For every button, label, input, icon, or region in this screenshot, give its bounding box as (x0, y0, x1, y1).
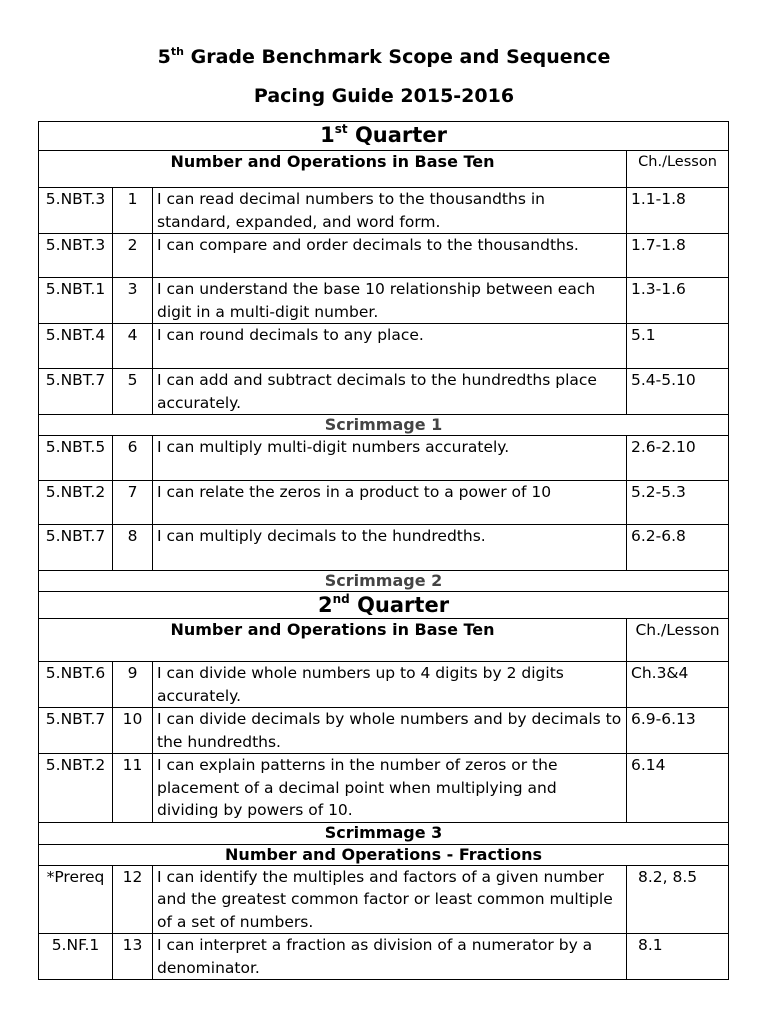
lesson-ref: 5.1 (627, 324, 729, 369)
scrimmage-row (39, 822, 729, 844)
lesson-ref: 6.14 (627, 754, 729, 823)
lesson-ref: 6.2-6.8 (627, 525, 729, 571)
row-number: 13 (113, 934, 153, 980)
learning-target: I can divide decimals by whole numbers and by decimals to the hundredths. (153, 708, 627, 754)
table-row (39, 662, 729, 708)
standard-code: 5.NBT.1 (39, 278, 113, 324)
row-number: 9 (113, 662, 153, 708)
quarter-1-header: 1st Quarter (39, 122, 729, 151)
standard-code: 5.NBT.7 (39, 708, 113, 754)
table-row (39, 865, 729, 934)
table-row (39, 481, 729, 525)
learning-target: I can multiply decimals to the hundredths. (153, 525, 627, 571)
scrimmage-label: Scrimmage 2 (39, 571, 729, 592)
standard-code: 5.NBT.2 (39, 754, 113, 823)
row-number: 1 (113, 188, 153, 234)
document-title: 5th Grade Benchmark Scope and Sequence (157, 45, 611, 68)
section-title-row (39, 844, 729, 865)
learning-target: I can relate the zeros in a product to a power of 10 (153, 481, 627, 525)
lesson-ref: 1.1-1.8 (627, 188, 729, 234)
standard-code: 5.NBT.7 (39, 525, 113, 571)
standard-code: 5.NBT.7 (39, 369, 113, 415)
row-number: 3 (113, 278, 153, 324)
row-number: 10 (113, 708, 153, 754)
lesson-ref: 1.3-1.6 (627, 278, 729, 324)
learning-target: I can understand the base 10 relationship between each digit in a multi-digit number. (153, 278, 627, 324)
row-number: 12 (113, 865, 153, 934)
table-row (39, 369, 729, 415)
row-number: 4 (113, 324, 153, 369)
learning-target: I can add and subtract decimals to the hundredths place accurately. (153, 369, 627, 415)
standard-code: 5.NBT.6 (39, 662, 113, 708)
scrimmage-label: Scrimmage 1 (39, 415, 729, 436)
lesson-ref: 6.9-6.13 (627, 708, 729, 754)
row-number: 8 (113, 525, 153, 571)
quarter-2-header: 2nd Quarter (39, 592, 729, 619)
standard-code: 5.NBT.3 (39, 188, 113, 234)
standard-code: *Prereq (39, 865, 113, 934)
scrimmage-label: Scrimmage 3 (39, 822, 729, 844)
lesson-ref: 1.7-1.8 (627, 234, 729, 278)
learning-target: I can explain patterns in the number of zeros or the placement of a decimal point when multiplying and dividing by powers of 10. (153, 754, 627, 823)
lesson-ref: 5.4-5.10 (627, 369, 729, 415)
table-row (39, 436, 729, 481)
scrimmage-row (39, 415, 729, 436)
ch-lesson-header: Ch./Lesson (627, 151, 729, 188)
section-title: Number and Operations in Base Ten (39, 619, 627, 662)
lesson-ref: 2.6-2.10 (627, 436, 729, 481)
learning-target: I can divide whole numbers up to 4 digits by 2 digits accurately. (153, 662, 627, 708)
quarter-1-section-header (39, 151, 729, 188)
row-number: 7 (113, 481, 153, 525)
table-row (39, 525, 729, 571)
table-row (39, 934, 729, 980)
table-row (39, 708, 729, 754)
learning-target: I can compare and order decimals to the thousandths. (153, 234, 627, 278)
lesson-ref: 8.2, 8.5 (627, 865, 729, 934)
scrimmage-row (39, 571, 729, 592)
document-subtitle: Pacing Guide 2015-2016 (253, 85, 515, 107)
lesson-ref: Ch.3&4 (627, 662, 729, 708)
table-row (39, 188, 729, 234)
table-row (39, 754, 729, 823)
table-row (39, 324, 729, 369)
lesson-ref: 5.2-5.3 (627, 481, 729, 525)
row-number: 11 (113, 754, 153, 823)
pacing-guide-table (38, 121, 729, 980)
section-title: Number and Operations - Fractions (39, 844, 729, 865)
lesson-ref: 8.1 (627, 934, 729, 980)
learning-target: I can identify the multiples and factors of a given number and the greatest common factor or least common multiple of a set of numbers. (153, 865, 627, 934)
table-row (39, 278, 729, 324)
standard-code: 5.NBT.3 (39, 234, 113, 278)
standard-code: 5.NBT.5 (39, 436, 113, 481)
learning-target: I can read decimal numbers to the thousandths in standard, expanded, and word form. (153, 188, 627, 234)
row-number: 5 (113, 369, 153, 415)
table-row (39, 234, 729, 278)
row-number: 6 (113, 436, 153, 481)
standard-code: 5.NF.1 (39, 934, 113, 980)
ch-lesson-header: Ch./Lesson (627, 619, 729, 662)
learning-target: I can interpret a fraction as division of a numerator by a denominator. (153, 934, 627, 980)
standard-code: 5.NBT.2 (39, 481, 113, 525)
standard-code: 5.NBT.4 (39, 324, 113, 369)
row-number: 2 (113, 234, 153, 278)
learning-target: I can round decimals to any place. (153, 324, 627, 369)
section-title: Number and Operations in Base Ten (39, 151, 627, 188)
quarter-2-section-header (39, 619, 729, 662)
learning-target: I can multiply multi-digit numbers accurately. (153, 436, 627, 481)
